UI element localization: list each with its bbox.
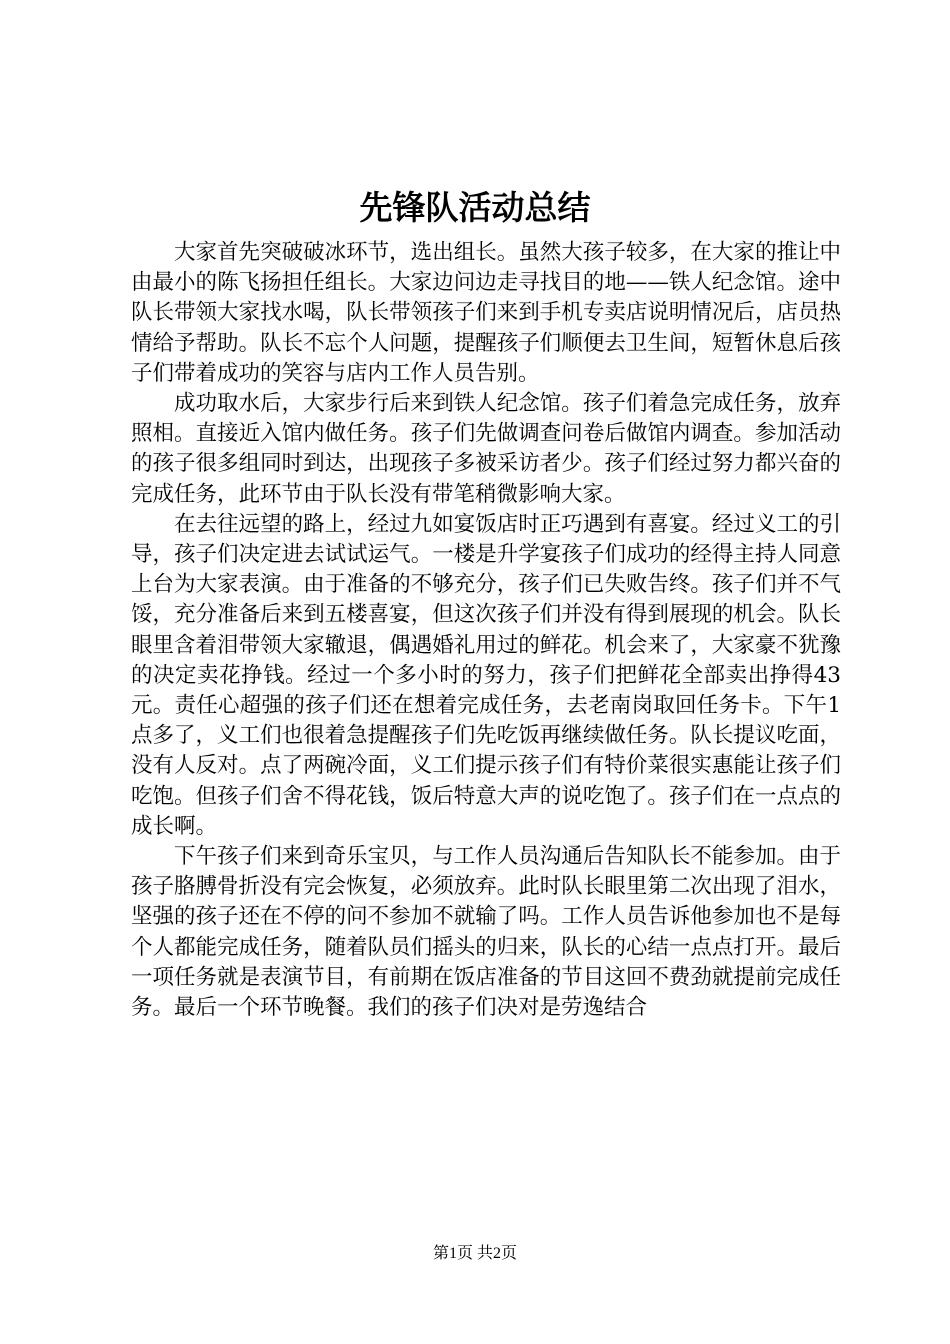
document-body <box>131 238 841 1023</box>
page-footer: 第1页 共2页 <box>432 1245 517 1262</box>
paragraph: 大家首先突破破冰环节，选出组长。虽然大孩子较多，在大家的推让中由最小的陈飞扬担任组长。大家边问边走寻找目的地——铁人纪念馆。途中队长带领大家找水喝，队长带领孩子们来到手机专卖店说明情况后，店员热情给予帮助。队长不忘个人问题，提醒孩子们顺便去卫生间，短暂休息后孩子们带着成功的笑容与店内工作人员告别。 <box>131 240 841 386</box>
paragraph: 成功取水后，大家步行后来到铁人纪念馆。孩子们着急完成任务，放弃照相。直接近入馆内做任务。孩子们先做调查问卷后做馆内调查。参加活动的孩子很多组同时到达，出现孩子多被采访者少。孩子们经过努力都兴奋的完成任务，此环节由于队长没有带笔稍微影响大家。 <box>131 391 841 507</box>
page-title: 先锋队活动总结 <box>359 188 591 227</box>
paragraph: 在去往远望的路上，经过九如宴饭店时正巧遇到有喜宴。经过义工的引导，孩子们决定进去试试运气。一楼是升学宴孩子们成功的经得主持人同意上台为大家表演。由于准备的不够充分，孩子们已失败告终。孩子们并不气馁，充分准备后来到五楼喜宴，但这次孩子们并没有得到展现的机会。队长眼里含着泪带领大家辙退，偶遇婚礼用过的鲜花。机会来了，大家豪不犹豫的决定卖花挣钱。经过一个多小时的努力，孩子们把鲜花全部卖出挣得43元。责任心超强的孩子们还在想着完成任务，去老南岗取回任务卡。下午1点多了，义工们也很着急提醒孩子们先吃饭再继续做任务。队长提议吃面，没有人反对。点了两碗冷面，义工们提示孩子们有特价菜很实惠能让孩子们吃饱。但孩子们舍不得花钱，饭后特意大声的说吃饱了。孩子们在一点点的成长啊。 <box>131 511 841 839</box>
paragraph: 下午孩子们来到奇乐宝贝，与工作人员沟通后告知队长不能参加。由于孩子胳膊骨折没有完会恢复，必须放弃。此时队长眼里第二次出现了泪水，坚强的孩子还在不停的问不参加不就输了吗。工作人员告诉他参加也不是每个人都能完成任务，随着队员们摇头的归来，队长的心结一点点打开。最后一项任务就是表演节目，有前期在饭店准备的节目这回不费劲就提前完成任务。最后一个环节晚餐。我们的孩子们决对是劳逸结合 <box>131 844 841 1021</box>
